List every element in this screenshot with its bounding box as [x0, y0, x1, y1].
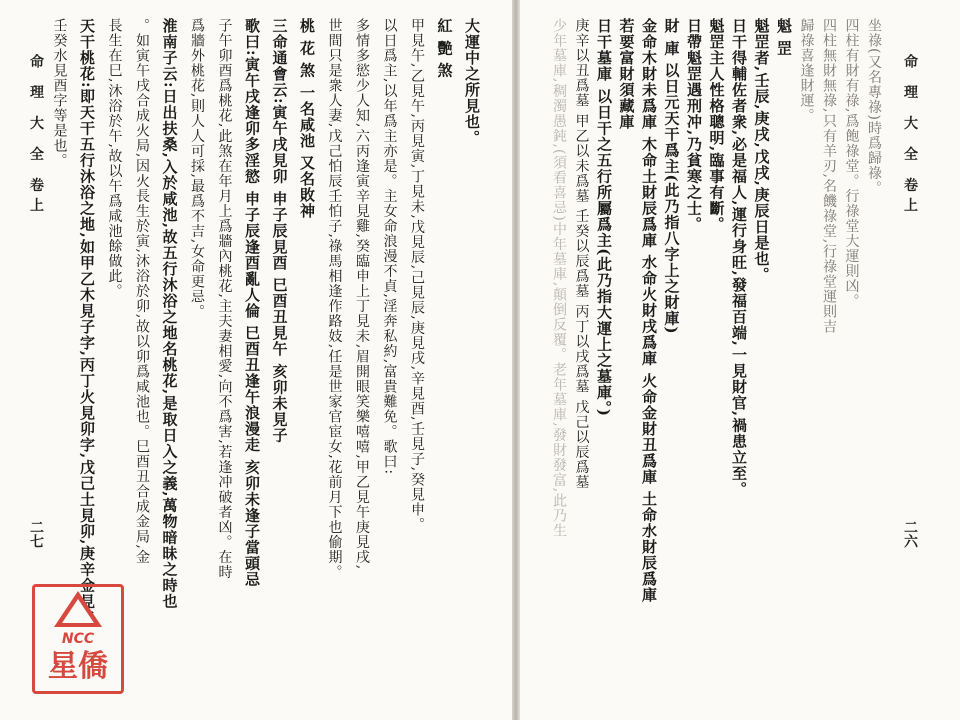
- text-column: 以日爲主,以年爲主亦是。主女命浪漫不貞,淫奔私約,富貴難免。歌曰:: [381, 18, 398, 476]
- stamp-brand-text: 星僑: [48, 649, 108, 684]
- text-column: 。如寅午戌合成火局,因火長生於寅,沐浴於卯,故以卯爲咸池也。巳酉丑合成金局,金: [134, 18, 150, 565]
- right-page-number: 二六: [902, 520, 918, 548]
- text-column: 紅 艷 煞: [435, 18, 454, 79]
- text-column: 世間只是衆人妻,戊己怕辰壬怕子,祿馬相逢作路妓,任是世家官宦女,花前月下也偷期。: [326, 18, 343, 580]
- text-column: 魁罡主人性格聰明,臨事有斷。: [707, 18, 726, 233]
- text-column: 甲見午,乙見午,丙見寅,丁見未,戊見辰,己見辰,庚見戌,辛見酉,壬見子,癸見申。: [409, 18, 425, 533]
- text-column: 歌曰:寅午戌逢卯多淫慾 申子辰逢酉亂人倫 巳酉丑逢午浪漫走 亥卯未逢子當頭忌: [243, 18, 261, 588]
- text-column: 若要富財須藏庫: [617, 18, 636, 130]
- text-column: 日帶魁罡遇刑冲,乃貧寒之士。: [685, 18, 703, 233]
- text-column: 三命通會云:寅午戌見卯 申子辰見酉 巳酉丑見午 亥卯未見子: [270, 18, 289, 444]
- text-column: 天干桃花:即天干五行沐浴之地,如甲乙木見子字,丙丁火見卯字,戊己土見卯,庚辛金見午: [78, 18, 96, 626]
- triangle-logo-icon: [54, 591, 102, 627]
- text-column: 子午卯酉爲桃花,此煞在年月上爲牆內桃花,主夫妻相愛,向不爲害,若逢冲破者凶。在時: [216, 18, 233, 580]
- text-column: 日干得輔佐者衆,必是福人,運行身旺,發福百端,一見財官,禍患立至。: [730, 18, 748, 498]
- text-column: 坐祿(又名專祿)時爲歸祿。: [866, 18, 882, 196]
- text-column: 歸祿喜逢財運。: [798, 18, 815, 123]
- text-column: 魁罡者,壬辰,庚戌,戊戌,庚辰日是也。: [752, 18, 771, 283]
- text-column: 四柱有財有祿,爲飽祿堂。行祿堂大運則凶。: [843, 18, 860, 309]
- ncc-watermark-stamp: [32, 584, 124, 694]
- text-column: 大運中之所見也。: [463, 18, 481, 146]
- text-column: 庚辛以丑爲墓 甲乙以未爲墓 壬癸以辰爲墓 丙丁以戌爲墓 戊己以辰爲墓: [573, 18, 590, 490]
- stamp-top-text: NCC: [61, 631, 95, 647]
- text-column: 桃 花 煞 一名咸池 又名敗神: [298, 18, 316, 219]
- text-column: 長生在巳,沐浴於午,故以午爲咸池餘做此。: [106, 18, 123, 299]
- left-running-head: 命 理 大 全 卷上: [28, 54, 44, 218]
- text-column: 魁 罡: [775, 18, 793, 57]
- book-gutter: [512, 0, 520, 720]
- text-column: 四柱無財無祿,只有羊刃,名饑祿堂,行祿堂運則吉: [821, 18, 837, 335]
- text-column: 財 庫 以日元天干爲主(此乃指八字上之財庫): [662, 18, 681, 335]
- left-page-number: 二七: [28, 520, 44, 548]
- text-column: 壬癸水見酉字等是也。: [51, 18, 68, 168]
- text-column: 金命木財未爲庫 木命土財辰爲庫 水命火財戌爲庫 火命金財丑爲庫 土命水財辰爲庫: [640, 18, 658, 603]
- text-column: 多情多慾少人知,六丙逢寅辛見雞,癸臨申上丁見未,眉開眼笑樂嘻嘻,甲乙見午庚見戌,: [354, 18, 370, 571]
- text-column: 日干墓庫 以日干之五行所屬爲主(此乃指大運上之墓庫。): [595, 18, 613, 417]
- right-running-head: 命 理 大 全 卷上: [902, 54, 918, 218]
- text-column: 淮南子云:日出扶桑,入於咸池,故五行沐浴之地名桃花,是取日入之義,萬物暗昧之時也: [160, 18, 179, 610]
- text-column: 爲牆外桃花,則人人可採,最爲不吉,女命更忌。: [189, 18, 205, 320]
- right-page: [520, 0, 960, 720]
- text-column: 少年墓庫,稠濁愚鈍,(須看喜忌)中年墓庫,顛倒反覆。老年墓庫,發財發富,此乃生: [551, 18, 567, 539]
